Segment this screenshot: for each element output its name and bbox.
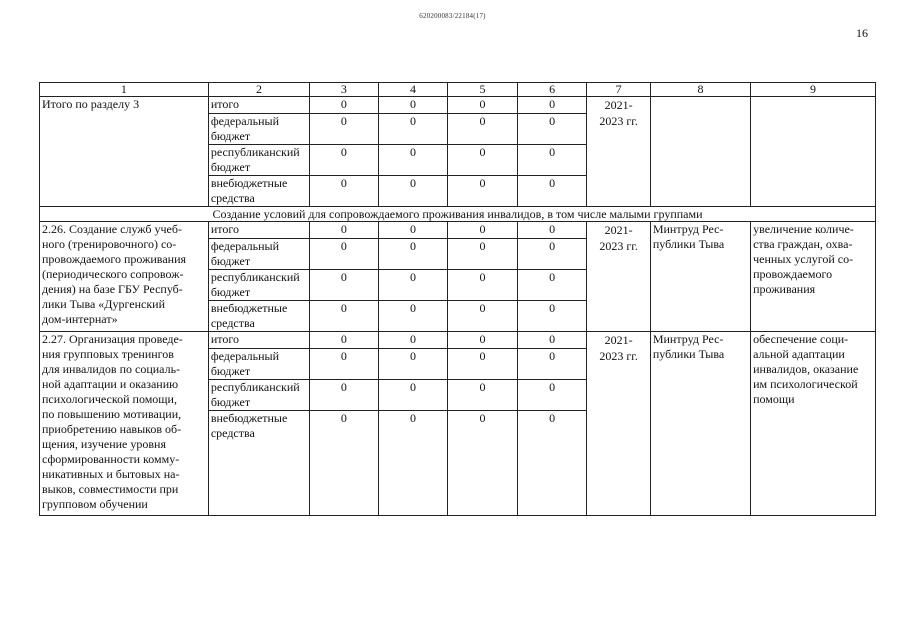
funding-source: республиканский бюджет	[208, 380, 309, 411]
value-cell: 0	[517, 332, 587, 349]
value-cell: 0	[517, 176, 587, 207]
value-cell: 0	[378, 222, 448, 239]
period-cell: 2021- 2023 гг.	[587, 97, 650, 207]
funding-source: республиканский бюджет	[208, 270, 309, 301]
value-cell: 0	[310, 239, 379, 270]
page-number: 16	[856, 26, 868, 40]
table-row	[40, 332, 876, 349]
executor-cell: Минтруд Рес- публики Тыва	[650, 222, 750, 332]
value-cell: 0	[310, 145, 379, 176]
value-cell: 0	[517, 239, 587, 270]
funding-source: итого	[208, 222, 309, 239]
result-cell	[751, 97, 876, 207]
value-cell: 0	[378, 301, 448, 332]
executor-cell: Минтруд Рес- публики Тыва	[650, 332, 750, 516]
col-header-7: 7	[587, 83, 650, 97]
value-cell: 0	[448, 176, 518, 207]
funding-source: внебюджетные средства	[208, 411, 309, 516]
col-header-6: 6	[517, 83, 587, 97]
value-cell: 0	[448, 114, 518, 145]
section-title: Создание условий для сопровождаемого проживания инвалидов, в том числе малыми группами	[40, 207, 876, 222]
value-cell: 0	[448, 411, 518, 516]
funding-source: итого	[208, 332, 309, 349]
table-row	[40, 97, 876, 114]
value-cell: 0	[448, 222, 518, 239]
value-cell: 0	[517, 97, 587, 114]
value-cell: 0	[378, 380, 448, 411]
program-table	[39, 82, 876, 516]
col-header-8: 8	[650, 83, 750, 97]
funding-source: федеральный бюджет	[208, 114, 309, 145]
value-cell: 0	[517, 114, 587, 145]
col-header-1: 1	[40, 83, 209, 97]
col-header-3: 3	[310, 83, 379, 97]
value-cell: 0	[378, 145, 448, 176]
value-cell: 0	[517, 301, 587, 332]
result-cell: увеличение количе- ства граждан, охва- ченных услугой со- провождаемого проживания	[751, 222, 876, 332]
column-header-row	[40, 83, 876, 97]
section-title-row	[40, 207, 876, 222]
value-cell: 0	[448, 301, 518, 332]
value-cell: 0	[517, 411, 587, 516]
value-cell: 0	[517, 145, 587, 176]
col-header-2: 2	[208, 83, 309, 97]
col-header-9: 9	[751, 83, 876, 97]
value-cell: 0	[378, 97, 448, 114]
document-code: 620200083/22184(17)	[419, 12, 486, 20]
value-cell: 0	[310, 270, 379, 301]
executor-cell	[650, 97, 750, 207]
table-row	[40, 222, 876, 239]
col-header-5: 5	[448, 83, 518, 97]
value-cell: 0	[517, 222, 587, 239]
value-cell: 0	[448, 380, 518, 411]
value-cell: 0	[448, 349, 518, 380]
value-cell: 0	[448, 332, 518, 349]
value-cell: 0	[517, 270, 587, 301]
result-cell: обеспечение соци- альной адаптации инвалидов, оказание им психологической помощи	[751, 332, 876, 516]
value-cell: 0	[448, 239, 518, 270]
value-cell: 0	[448, 270, 518, 301]
value-cell: 0	[310, 349, 379, 380]
period-cell: 2021- 2023 гг.	[587, 222, 650, 332]
value-cell: 0	[378, 114, 448, 145]
value-cell: 0	[517, 349, 587, 380]
value-cell: 0	[448, 145, 518, 176]
value-cell: 0	[378, 239, 448, 270]
funding-source: внебюджетные средства	[208, 176, 309, 207]
funding-source: итого	[208, 97, 309, 114]
funding-source: внебюджетные средства	[208, 301, 309, 332]
value-cell: 0	[310, 176, 379, 207]
value-cell: 0	[310, 332, 379, 349]
value-cell: 0	[378, 411, 448, 516]
funding-source: республиканский бюджет	[208, 145, 309, 176]
col-header-4: 4	[378, 83, 448, 97]
funding-source: федеральный бюджет	[208, 349, 309, 380]
value-cell: 0	[378, 270, 448, 301]
value-cell: 0	[310, 301, 379, 332]
value-cell: 0	[310, 411, 379, 516]
value-cell: 0	[310, 380, 379, 411]
value-cell: 0	[310, 222, 379, 239]
total-label: Итого по разделу 3	[40, 97, 209, 207]
period-cell: 2021- 2023 гг.	[587, 332, 650, 516]
value-cell: 0	[378, 176, 448, 207]
measure-label: 2.26. Создание служб учеб- ного (тренировочного) со- провождаемого проживания (периодического сопровож- дения) на базе ГБУ Респуб- лики Тыва «Дургенский дом-интернат»	[40, 222, 209, 332]
value-cell: 0	[378, 332, 448, 349]
measure-label: 2.27. Организация проведе- ния групповых тренингов для инвалидов по социаль- ной адаптации и оказанию психологической помощи, по повышению мотивации, приобретению навыков об- щения, изучение уровня сформированности комму- никативных и бытовых на- выков, совместимости при групповом обучении	[40, 332, 209, 516]
value-cell: 0	[448, 97, 518, 114]
funding-source: федеральный бюджет	[208, 239, 309, 270]
value-cell: 0	[310, 97, 379, 114]
value-cell: 0	[378, 349, 448, 380]
value-cell: 0	[517, 380, 587, 411]
value-cell: 0	[310, 114, 379, 145]
